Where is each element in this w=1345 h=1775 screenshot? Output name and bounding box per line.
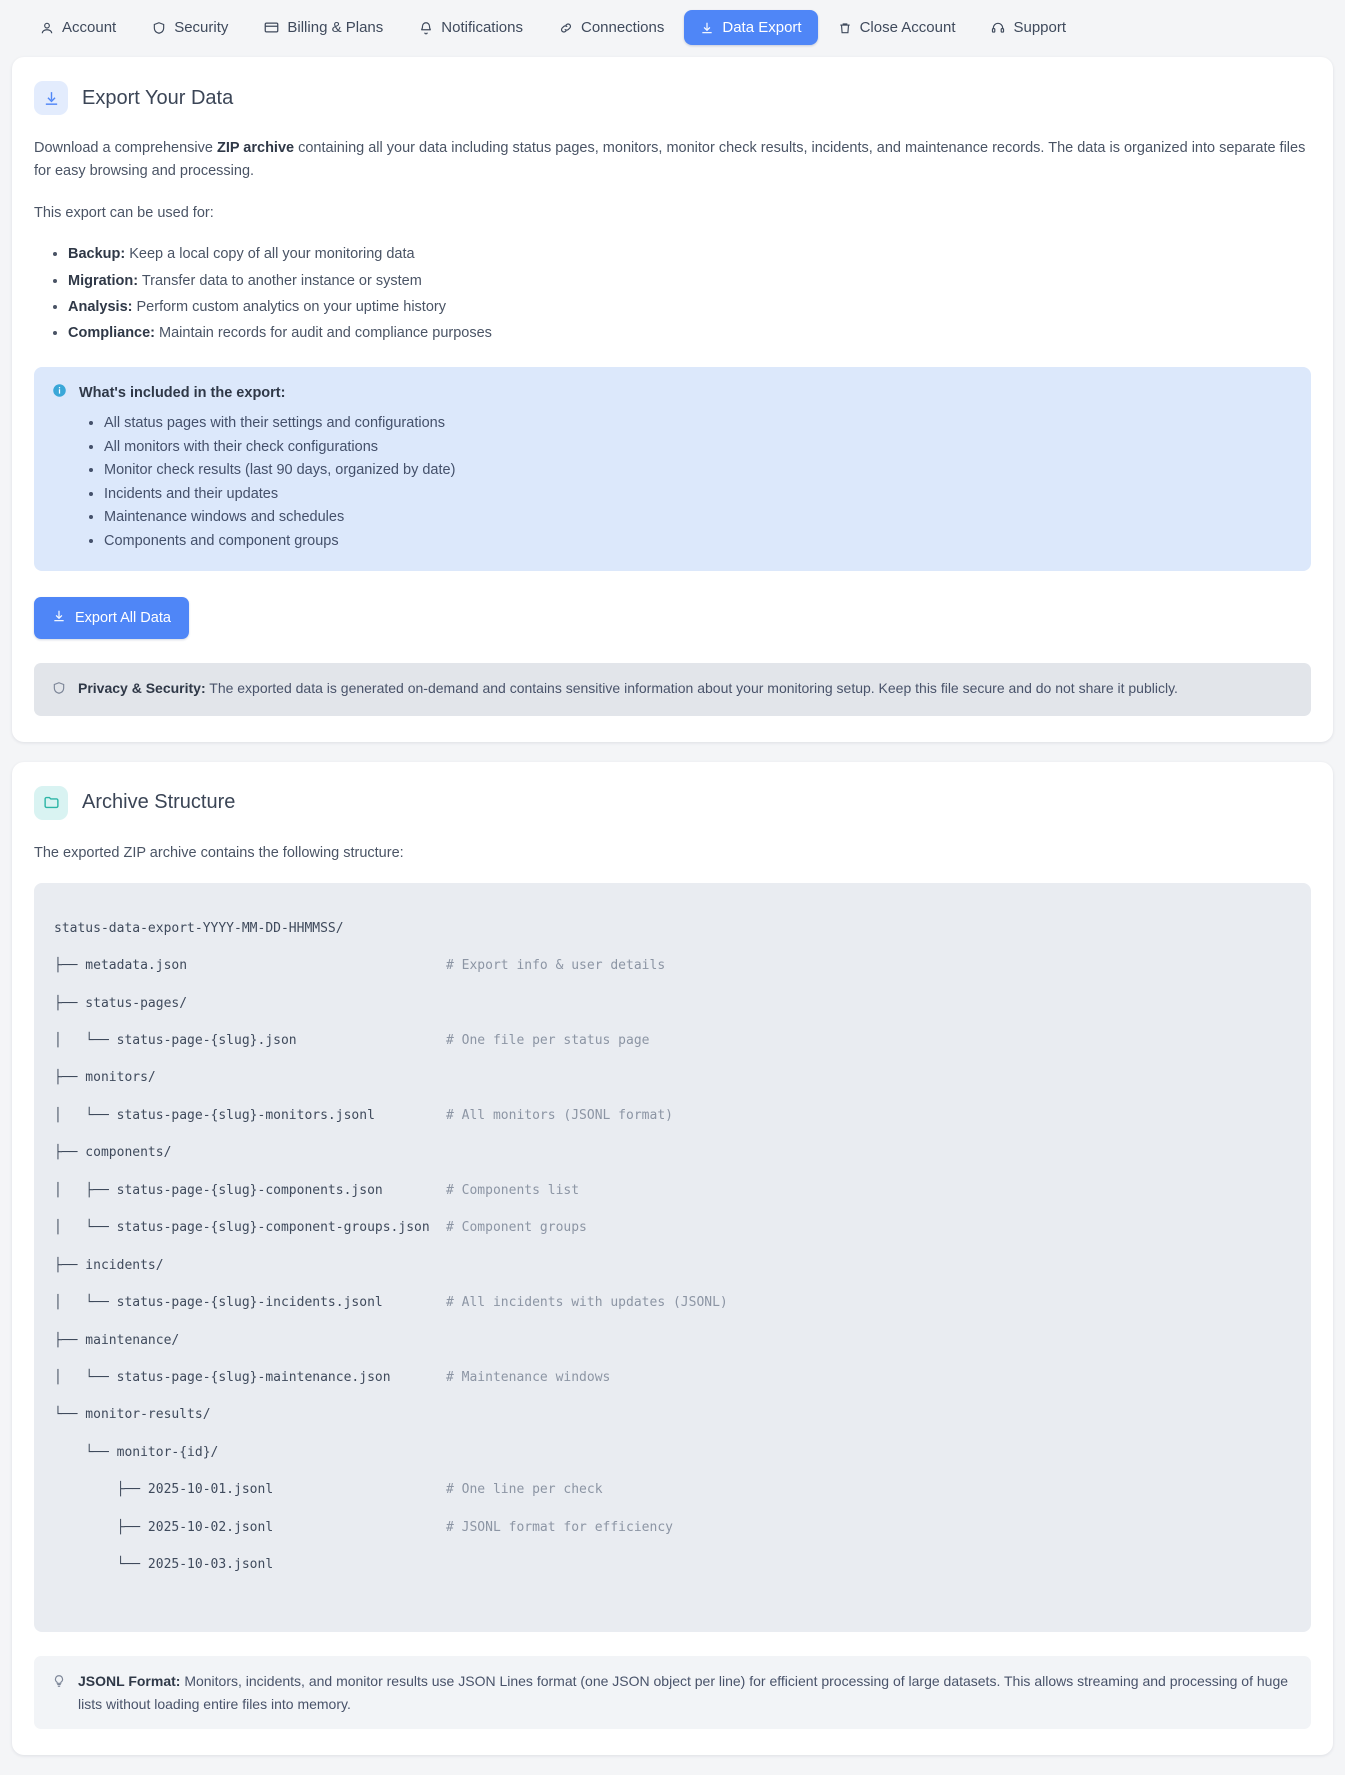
tree-path: └── 2025-10-03.jsonl (54, 1557, 274, 1573)
user-icon (40, 21, 54, 35)
tree-path: ├── 2025-10-01.jsonl (54, 1482, 274, 1498)
tree-comment: # All incidents with updates (JSONL) (446, 1295, 728, 1311)
tab-label: Support (1013, 19, 1067, 36)
tree-row (54, 995, 1291, 1014)
credit-card-icon (264, 20, 279, 35)
download-icon (700, 21, 714, 35)
tree-row (54, 1481, 1291, 1500)
export-contents-panel (34, 367, 1311, 571)
use-case-term: Compliance: (68, 325, 156, 342)
tree-path: ├── incidents/ (54, 1257, 164, 1273)
info-icon (52, 383, 67, 402)
list-item: • All monitors with their check configurations (104, 436, 1293, 459)
list-item (68, 243, 1311, 266)
tree-path: │ └── status-page-{slug}-component-groups.json (54, 1220, 430, 1236)
tab-close-account[interactable] (822, 10, 972, 45)
tree-row (54, 1257, 1291, 1276)
tree-row (54, 1332, 1291, 1351)
folder-icon (34, 786, 68, 820)
tree-path: └── monitor-{id}/ (54, 1444, 219, 1460)
export-button-label: Export All Data (75, 610, 171, 627)
list-item (68, 296, 1311, 319)
jsonl-term: JSONL Format: (78, 1673, 181, 1690)
tab-label: Security (174, 19, 229, 36)
tree-path: │ └── status-page-{slug}-incidents.jsonl (54, 1295, 383, 1311)
tree-row (54, 1556, 1291, 1575)
tree-path: status-data-export-YYYY-MM-DD-HHMMSS/ (54, 920, 344, 936)
export-contents-header (52, 383, 1293, 402)
tab-support[interactable] (975, 10, 1082, 45)
archive-intro: The exported ZIP archive contains the following structure: (34, 844, 404, 861)
headset-icon (991, 21, 1005, 35)
page-title: Export Your Data (82, 86, 234, 109)
lightbulb-icon (52, 1672, 66, 1694)
tree-path: ├── status-pages/ (54, 995, 188, 1011)
tree-comment: # JSONL format for efficiency (446, 1519, 673, 1535)
tree-row (54, 1519, 1291, 1538)
tree-row (54, 1369, 1291, 1388)
tab-label: Data Export (722, 19, 802, 36)
list-item: • Monitor check results (last 90 days, organized by date) (104, 459, 1293, 482)
tree-comment: # One file per status page (446, 1033, 650, 1049)
use-case-desc: Maintain records for audit and compliance purposes (155, 325, 492, 342)
tree-comment: # Export info & user details (446, 958, 666, 974)
use-case-desc: Transfer data to another instance or system (138, 272, 422, 289)
tree-row (54, 1294, 1291, 1313)
tree-path: │ └── status-page-{slug}-monitors.jsonl (54, 1107, 375, 1123)
privacy-notice-text (78, 677, 1178, 699)
tab-security[interactable] (136, 10, 244, 45)
use-case-desc: Perform custom analytics on your uptime history (132, 298, 446, 315)
tab-account[interactable] (24, 10, 132, 45)
export-card-header (34, 81, 1311, 115)
tree-path: ├── components/ (54, 1145, 172, 1161)
archive-title: Archive Structure (82, 791, 236, 813)
export-all-data-button[interactable] (34, 597, 189, 639)
shield-icon (152, 21, 166, 35)
download-icon (34, 81, 68, 115)
tree-row (54, 1144, 1291, 1163)
archive-tree (34, 883, 1311, 1632)
tree-comment: # Components list (446, 1182, 580, 1198)
tree-row (54, 1406, 1291, 1425)
tree-comment: # Component groups (446, 1220, 587, 1236)
tree-row (54, 920, 1291, 939)
intro-post: containing all your data including status pages, monitors, monitor check results, incidents, and maintenance records. The data is organized into separate files for easy browsing and processing. (34, 140, 1306, 180)
tree-path: ├── 2025-10-02.jsonl (54, 1519, 274, 1535)
jsonl-format-notice (34, 1656, 1311, 1729)
link-icon (559, 21, 573, 35)
uses-label: This export can be used for: (34, 204, 214, 221)
tab-notifications[interactable] (403, 10, 539, 45)
shield-icon (52, 679, 66, 701)
trash-icon (838, 21, 852, 35)
use-case-term: Backup: (68, 246, 126, 263)
privacy-term: Privacy & Security: (78, 680, 206, 697)
tab-label: Notifications (441, 19, 523, 36)
archive-structure-card (12, 762, 1333, 1756)
tab-label: Billing & Plans (287, 19, 384, 36)
export-contents-list (52, 412, 1293, 553)
use-case-term: Analysis: (68, 298, 133, 315)
use-case-term: Migration: (68, 272, 139, 289)
list-item: • Incidents and their updates (104, 483, 1293, 506)
export-data-card (12, 57, 1333, 742)
download-icon (52, 609, 66, 627)
list-item (68, 322, 1311, 345)
privacy-text: The exported data is generated on-demand and contains sensitive information about your monitoring setup. Keep this file secure and do not share it publicly. (205, 680, 1178, 697)
tree-path: └── monitor-results/ (54, 1407, 211, 1423)
tree-row (54, 1032, 1291, 1051)
tab-billing-plans[interactable] (248, 10, 399, 45)
tree-row (54, 1182, 1291, 1201)
tree-path: ├── metadata.json (54, 958, 188, 974)
tree-path: │ └── status-page-{slug}-maintenance.json (54, 1369, 391, 1385)
export-intro (34, 137, 1311, 184)
tab-label: Account (62, 19, 117, 36)
tree-row (54, 957, 1291, 976)
intro-pre: Download a comprehensive (34, 140, 217, 156)
tab-label: Connections (580, 19, 665, 36)
archive-card-header (34, 786, 1311, 820)
tree-path: ├── maintenance/ (54, 1332, 180, 1348)
tree-comment: # Maintenance windows (446, 1369, 611, 1385)
tree-comment: # All monitors (JSONL format) (446, 1107, 673, 1123)
bell-icon (419, 21, 433, 35)
tab-label: Close Account (859, 19, 956, 36)
info-heading: What's included in the export: (79, 384, 286, 401)
tree-path: │ ├── status-page-{slug}-components.json (54, 1182, 383, 1198)
tree-row (54, 1219, 1291, 1238)
list-item: • Maintenance windows and schedules (104, 506, 1293, 529)
intro-bold: ZIP archive (216, 140, 295, 156)
settings-tab-bar (0, 0, 1345, 57)
jsonl-notice-text (78, 1670, 1293, 1715)
list-item (68, 270, 1311, 293)
tree-row (54, 1107, 1291, 1126)
tree-path: ├── monitors/ (54, 1070, 156, 1086)
list-item: • Components and component groups (104, 530, 1293, 553)
use-case-desc: Keep a local copy of all your monitoring data (125, 246, 415, 263)
use-case-list (34, 243, 1311, 345)
privacy-security-notice (34, 663, 1311, 715)
tree-path: │ └── status-page-{slug}.json (54, 1033, 297, 1049)
tab-connections[interactable] (543, 10, 680, 45)
tab-data-export[interactable] (684, 10, 817, 45)
tree-row (54, 1069, 1291, 1088)
list-item: • All status pages with their settings and configurations (104, 412, 1293, 435)
jsonl-text: Monitors, incidents, and monitor results use JSON Lines format (one JSON object per line) for efficient processing of large datasets. This allows streaming and processing of huge lists without loading entire files into memory. (78, 1673, 1289, 1712)
tree-comment: # One line per check (446, 1482, 603, 1498)
tree-row (54, 1444, 1291, 1463)
